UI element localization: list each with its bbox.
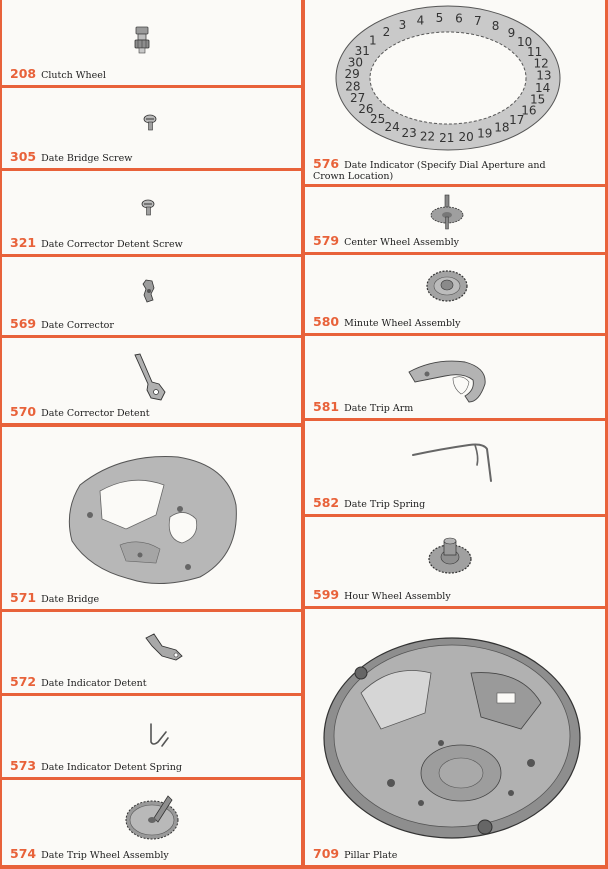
part-number: 580 [313,314,340,329]
date-ring-numeral: 22 [419,129,436,144]
part-caption [313,314,460,329]
part-cell-569 [2,257,301,335]
date-ring-numeral: 11 [527,45,543,60]
part-caption [10,316,114,331]
part-cell-321 [2,171,301,254]
part-caption [10,66,106,81]
part-caption [313,399,413,414]
part-caption [10,846,169,861]
part-cell-576 [305,0,605,184]
date-ring-numeral: 31 [354,43,370,58]
date-ring-numeral: 23 [401,125,417,140]
part-cell-581 [305,336,605,418]
part-name: Date Corrector Detent Screw [41,239,183,250]
part-number: 599 [313,587,340,602]
part-cell-572 [2,612,301,693]
detent-lever-icon [142,630,186,662]
part-number: 574 [10,846,37,861]
part-name: Date Indicator Detent [41,678,147,689]
date-ring-numeral: 6 [455,11,463,26]
part-number: 582 [313,495,340,510]
gear-icon [425,269,469,303]
part-name: Date Corrector Detent [41,408,150,419]
part-caption [10,674,147,689]
date-ring-numeral: 4 [416,13,425,28]
wire-spring-icon [411,441,493,487]
date-corrector-icon [140,278,158,304]
part-cell-580 [305,255,605,333]
part-number: 579 [313,233,340,248]
trip-wheel-icon [124,794,180,842]
part-number: 321 [10,235,37,250]
part-caption [313,233,459,248]
part-caption [10,235,183,250]
date-ring-numeral: 9 [507,25,516,40]
date-ring-numeral: 17 [509,112,525,127]
date-ring-numeral: 24 [384,119,400,134]
part-number: 576 [313,156,340,171]
part-number: 569 [10,316,37,331]
date-ring-icon [333,2,563,154]
date-ring-numeral: 2 [382,25,391,39]
date-ring-numeral: 26 [358,102,374,117]
date-ring-numeral: 1 [368,33,377,48]
part-name: Center Wheel Assembly [344,237,460,248]
part-cell-574 [2,780,301,865]
part-cell-582 [305,421,605,514]
part-name: Pillar Plate [344,850,398,861]
trip-arm-icon [405,352,491,406]
part-cell-709 [305,609,605,865]
date-ring-numeral: 14 [535,80,551,95]
part-name: Date Corrector [41,320,114,331]
part-name: Date Indicator (Specify Dial Aperture and Crown Location) [313,160,546,182]
part-name: Hour Wheel Assembly [344,591,451,602]
part-name: Date Trip Wheel Assembly [41,850,169,861]
part-name: Date Bridge [41,594,100,605]
part-number: 305 [10,149,37,164]
part-caption [10,149,132,164]
wire-spring-icon [148,720,172,748]
part-number: 573 [10,758,37,773]
part-number: 572 [10,674,37,689]
date-ring-numeral: 10 [516,34,533,49]
part-name: Clutch Wheel [41,70,106,81]
part-name: Date Bridge Screw [41,153,133,164]
clutch-wheel-icon [133,26,151,54]
date-ring-numeral: 18 [494,120,510,135]
date-ring-numeral: 19 [477,126,493,141]
part-caption [313,158,563,182]
date-bridge-plate-icon [60,445,242,587]
part-number: 571 [10,590,37,605]
date-ring-numeral: 7 [473,14,482,28]
screw-icon [143,114,159,132]
date-ring-numeral: 27 [349,91,366,106]
part-cell-599 [305,517,605,606]
detent-lever-icon [127,352,175,404]
part-caption [10,758,182,773]
part-caption [10,404,150,419]
part-caption [313,495,425,510]
screw-icon [141,199,157,217]
part-name: Date Trip Arm [344,403,414,414]
date-ring-numeral: 20 [458,129,474,144]
part-name: Date Indicator Detent Spring [41,762,182,773]
date-ring-numeral: 29 [344,67,360,82]
date-ring-numeral: 5 [435,11,444,26]
date-ring-numeral: 15 [529,92,546,107]
date-ring-numeral: 30 [347,55,364,70]
part-number: 208 [10,66,37,81]
date-ring-numeral: 13 [536,68,552,83]
date-ring-numeral: 21 [439,131,455,145]
gear-icon [427,535,473,575]
pillar-plate-icon [321,633,583,843]
part-name: Minute Wheel Assembly [344,318,461,329]
part-cell-208 [2,0,301,85]
part-caption [313,587,451,602]
date-ring-numeral: 25 [369,111,386,126]
date-ring-numeral: 3 [398,18,407,33]
date-ring-numeral: 12 [533,56,549,71]
part-cell-305 [2,88,301,168]
part-caption [313,846,397,861]
part-caption [10,590,99,605]
part-number: 570 [10,404,37,419]
part-cell-571 [2,427,301,609]
center-wheel-icon [429,193,465,233]
date-ring-numeral: 16 [521,103,537,118]
part-number: 709 [313,846,340,861]
part-number: 581 [313,399,340,414]
date-ring-numeral: 8 [491,18,500,33]
date-ring-numeral: 28 [345,79,361,94]
part-cell-570 [2,338,301,423]
part-cell-579 [305,187,605,252]
part-name: Date Trip Spring [344,499,426,510]
part-cell-573 [2,696,301,777]
